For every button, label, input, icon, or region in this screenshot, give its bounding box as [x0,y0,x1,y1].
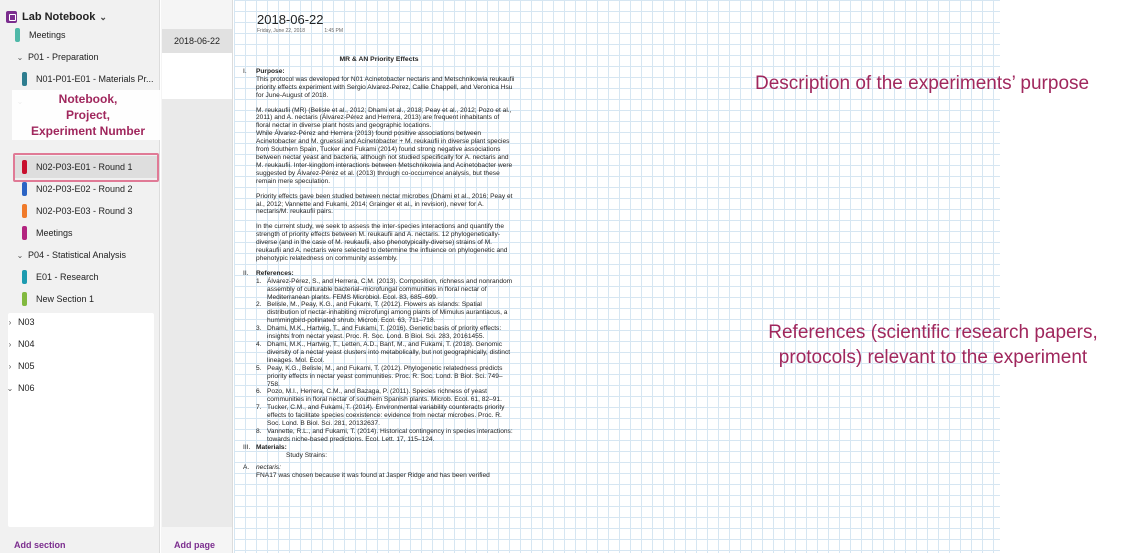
section-navigation [0,0,160,553]
notebook-n06[interactable] [4,377,35,399]
page-list-panel [162,99,232,527]
section-color-tab [22,204,27,218]
chevron-right-icon[interactable]: › [8,339,12,349]
notebook-label: N03 [18,317,35,327]
chevron-right-icon[interactable]: › [8,317,12,327]
section-n02-p03-e02[interactable] [22,178,133,200]
section-number: II. [243,269,249,277]
paragraph: FNA17 was chosen because it was found at Jasper Ridge and has been verified [256,471,490,479]
section-number: III. [243,443,251,451]
section-group-label: P04 - Statistical Analysis [28,250,127,260]
section-meetings-n01[interactable] [15,24,66,46]
paragraph: In the current study, we seek to assess the inter-species interactions and quantify the strength of priority effects between M. reukaufii and A. nectaris. 12 phylogenetically-diverse (and in the case of M. reukaufii, also phenotypically-diverse) strains of M. reukaufii and A. nectaris were selected to determine the influence on phylogenetic and phenotypic relatedness on community assembly. [256,223,508,262]
chevron-right-icon[interactable]: › [8,361,12,371]
materials-subsection-a [243,464,515,480]
section-number: I. [243,67,247,75]
section-meetings-n02[interactable] [22,222,73,244]
section-label: Meetings [29,30,66,40]
references-list [256,278,515,444]
section-label: Meetings [36,228,73,238]
reference-item: 4. Dhami, M.K., Hartwig, T., Letten, A.D., Banf, M., and Fukami, T. (2018). Genomic diversity of a nectar yeast clusters into metabolically, but not geographically, distinct lineages. Mol. Ecol. [256,341,511,364]
page-timestamp [257,28,361,34]
section-color-tab [22,72,27,86]
section-label: N02-P03-E03 - Round 3 [36,206,133,216]
section-group-p01[interactable] [14,46,99,68]
paragraph: This protocol was developed for N01 Acinetobacter nectaris and Metschnikowia reukaufii priority effects experiment with Sergio Alvarez-Perez, Callie Chappell, and Veronica Hsu for June-August of 2018. [256,75,515,99]
chevron-down-icon[interactable]: ⌄ [16,250,24,260]
section-n02-p03-e03[interactable] [22,200,133,222]
study-strains-label: Study Strains: [286,451,328,459]
notebook-n04[interactable] [4,333,35,355]
notebook-label: N04 [18,339,35,349]
section-group-label: P01 - Preparation [28,52,99,62]
notebook-label: N05 [18,361,35,371]
reference-item: 8. Vannette, R.L., and Fukami, T. (2014). Historical contingency in species interactions: towards niche-based predictions. Ecol. Lett. 17, 115–124. [256,427,513,443]
annotation-references: References (scientific research papers, protocols) relevant to the experiment [768,322,1098,368]
section-n02-p03-e01[interactable] [15,156,158,178]
materials-section [243,444,515,460]
section-n01-p01-e01[interactable] [22,68,154,90]
callout-text: Notebook, Project, Experiment Number [30,92,146,138]
section-color-tab [22,226,27,240]
annotation-purpose: Description of the experiments’ purpose [755,73,1090,94]
subsection-heading: nectaris: [256,463,281,471]
page-item-selected[interactable]: 2018-06-22 [162,29,232,53]
page-list [161,0,233,553]
chevron-down-icon[interactable]: ⌄ [6,383,14,393]
reference-item: 5. Peay, K.G., Belisle, M., and Fukami, T. (2012). Phylogenetic relatedness predicts priority effects in nectar yeast communities. Proc. R. Soc. Lond. B Biol. Sci. 749–758. [256,364,503,388]
page-time: 1:45 PM [324,28,344,34]
section-label: New Section 1 [36,294,95,304]
reference-item: 7. Tucker, C.M., and Fukami, T. (2014). Environmental variability counteracts priority effects to facilitate species coexistence: evidence from nectar microbes. Proc. R. Soc. Lond. B Biol. Sci. 281, 20132637. [256,404,505,428]
page-title[interactable]: 2018-06-22 [257,12,324,27]
section-group-p04[interactable] [14,244,126,266]
callout-notebook-label [12,90,164,140]
notebook-title: Lab Notebook [22,11,96,23]
section-label: E01 - Research [36,272,99,282]
add-page-button[interactable]: Add page [174,540,216,550]
section-color-tab [22,292,27,306]
references-section [243,270,515,444]
notebook-label: N06 [18,383,35,393]
chevron-down-icon[interactable]: ⌄ [16,52,24,62]
reference-item: 2. Belisle, M., Peay, K.G., and Fukami, T. (2012). Flowers as islands: Spatial distribution of nectar-inhabiting microfungi among plants of Mimulus aurantiacus, a hummingbird-pollinated shrub. Microb. Ecol. 63, 711–718. [256,301,508,325]
materials-heading: Materials: [256,443,287,451]
reference-item: 3. Dhami, M.K., Hartwig, T., and Fukami, T. (2016). Genetic basis of priority effects: insights from nectar yeast. Proc. R. Soc. Lond. B Biol. Sci. 283, 20161455. [256,325,502,341]
section-number: A. [243,463,250,471]
section-e01-research[interactable] [22,266,99,288]
notebook-icon [6,11,17,23]
page-list-blank [162,53,232,99]
purpose-heading: Purpose: [256,67,285,75]
notebook-n05[interactable] [4,355,35,377]
document-title: MR & AN Priority Effects [339,56,419,63]
section-label: N01-P01-E01 - Materials Pr... [36,74,154,84]
section-new-section-1[interactable] [22,288,94,310]
section-color-tab [22,160,27,174]
add-section-button[interactable]: Add section [14,540,66,550]
reference-item: 6. Pozo, M.I., Herrera, C.M., and Bazaga, P. (2011). Species richness of yeast communities in floral nectar of southern Spanish plants. Microb. Ecol. 61, 82–91. [256,388,502,404]
paragraph: M. reukaufii (MR) (Belisle et al., 2012; Dhami et al., 2018; Peay et al., 2012; Pozo et al., 2011) and A. nectaris (Álvarez-Pérez and Herrera, 2013) are frequent inhabitants of floral nectar in diverse plant hosts and geographic locations. [256,106,512,130]
paragraph: Priority effects gave been studied between nectar microbes (Dhami et al., 2016; Peay et al., 2012; Vannette and Fukami, 2014; Grainger et al., in revision), never for A. nectaris/M. reukaufii pairs. [256,192,513,216]
section-label: N02-P03-E01 - Round 1 [36,162,133,172]
purpose-section [243,68,515,263]
section-label: N02-P03-E02 - Round 2 [36,184,133,194]
paragraph: While Álvarez-Pérez and Herrera (2013) found positive associations between Acinetobacter and M. gruessii and Acinetobacter + M. reukaufii in diverse plant species from Southern Spain, Tucker and Fukami (2014) found strong negative associations between nectar yeast and bacteria, although not studied specifically for A. nectaris and M. reukaufii. Inter-kingdom interactions between Metschnikowia and Acinetobacter were suggested by Álvarez-Pérez et al. (2013) through co-occurrence analysis, but these remain mere speculation. [256,130,513,185]
section-color-tab [22,270,27,284]
references-heading: References: [256,269,294,277]
page-canvas[interactable] [234,0,1098,553]
chevron-down-icon: ⌄ [99,11,107,22]
reference-item: 1. Álvarez-Pérez, S., and Herrera, C.M. (2013). Composition, richness and nonrandom assembly of culturable bacterial–microfungal communities in floral nectar of Mediterranean plants. FEMS Microbiol. Ecol. 83, 685–699. [256,277,513,301]
notebook-n03[interactable] [4,311,35,333]
page-date: Friday, June 22, 2018 [257,28,305,34]
section-color-tab [22,182,27,196]
protocol-document[interactable] [243,56,515,479]
section-color-tab [15,28,20,42]
